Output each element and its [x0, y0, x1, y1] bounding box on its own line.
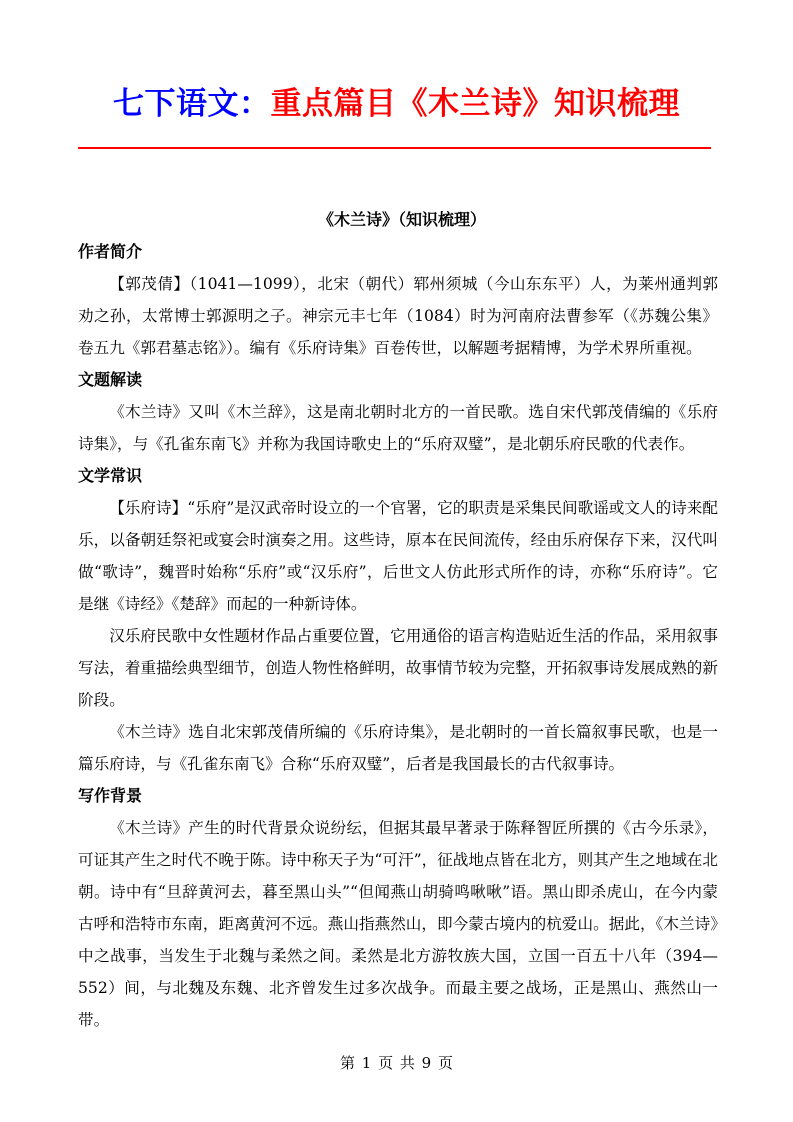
page-title: [0, 82, 793, 126]
paragraph-author: 【郭茂倩】（1041—1099），北宋（朝代）郓州须城（今山东东平）人，为莱州通判郭劝之孙，太常博士郭源明之子。神宗元丰七年（1084）时为河南府法曹参军（《苏魏公集》卷五九《郭君墓志铭》）。编有《乐府诗集》百卷传世，以解题考据精博，为学术界所重视。: [78, 275, 718, 357]
paragraph-mulan-source: 《木兰诗》选自北宋郭茂倩所编的《乐府诗集》，是北朝时的一首长篇叙事民歌，也是一篇乐府诗，与《孔雀东南飞》合称“乐府双璧”，后者是我国最长的古代叙事诗。: [78, 723, 718, 773]
section-heading-author: 作者简介: [78, 242, 143, 261]
section-heading-title-interpretation: 文题解读: [78, 370, 143, 389]
title-divider: [78, 147, 711, 149]
paragraph-background: 《木兰诗》产生的时代背景众说纷纭，但据其最早著录于陈释智匠所撰的《古今乐录》，可证其产生之时代不晚于陈。诗中称天子为“可汗”，征战地点皆在北方，则其产生之地域在北朝。诗中有“旦辞黄河去，暮至黑山头”“但闻燕山胡骑鸣啾啾”语。黑山即杀虎山，在今内蒙古呼和浩特市东南，距离黄河不远。燕山指燕然山，即今蒙古境内的杭爱山。据此，《木兰诗》中之战事，当发生于北魏与柔然之间。柔然是北方游牧族大国，立国一百五十八年（394—552）间，与北魏及东魏、北齐曾发生过多次战争。而最主要之战场，正是黑山、燕然山一带。: [78, 819, 718, 1029]
paragraph-yuefu-poetry: 【乐府诗】“乐府”是汉武帝时设立的一个官署，它的职责是采集民间歌谣或文人的诗来配乐，以备朝廷祭祀或宴会时演奏之用。这些诗，原本在民间流传，经由乐府保存下来，汉代叫做“歌诗”，魏晋时始称“乐府”或“汉乐府”，后世文人仿此形式所作的诗，亦称“乐府诗”。它是继《诗经》《楚辞》而起的一种新诗体。: [78, 499, 718, 613]
paragraph-title-interpretation: 《木兰诗》又叫《木兰辞》，这是南北朝时北方的一首民歌。选自宋代郭茂倩编的《乐府诗集》，与《孔雀东南飞》并称为我国诗歌史上的“乐府双璧”，是北朝乐府民歌的代表作。: [78, 403, 718, 453]
document-subtitle: 《木兰诗》（知识梳理）: [317, 210, 486, 229]
title-main: 重点篇目《木兰诗》知识梳理: [270, 86, 680, 122]
section-heading-background: 写作背景: [78, 786, 143, 805]
page-number: 第 1 页 共 9 页: [340, 1054, 453, 1072]
title-prefix: 七下语文：: [113, 86, 271, 122]
paragraph-han-yuefu: 汉乐府民歌中女性题材作品占重要位置，它用通俗的语言构造贴近生活的作品，采用叙事写法，着重描绘典型细节，创造人物性格鲜明，故事情节较为完整，开拓叙事诗发展成熟的新阶段。: [78, 627, 718, 709]
document-body: [78, 204, 718, 1036]
section-heading-literary-knowledge: 文学常识: [78, 466, 143, 485]
